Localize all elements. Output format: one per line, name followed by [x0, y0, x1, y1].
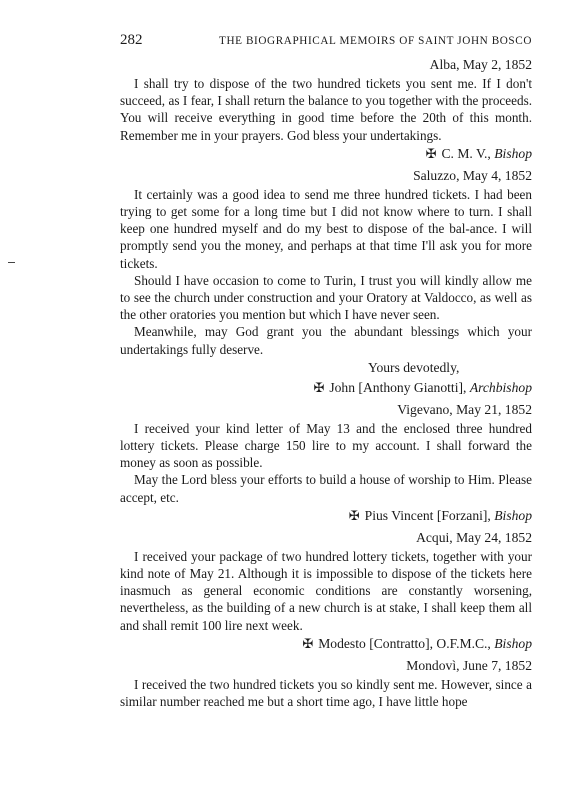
margin-mark [8, 262, 15, 263]
signature-name: Pius Vincent [Forzani], [364, 507, 495, 523]
letter-paragraph: I shall try to dispose of the two hundred tickets you sent me. If I don't succeed, as I fear, I shall return the balance to you together with the proceeds. You will receive everything in good time before the 20th of this month. Remember me in your prayers. God bless your undertakings. [120, 76, 532, 143]
letters [120, 55, 532, 710]
letter-date: Vigevano, May 21, 1852 [397, 401, 532, 417]
letter [120, 400, 532, 526]
signature-role: Bishop [494, 507, 532, 523]
letter [120, 656, 532, 710]
letter-date: Saluzzo, May 4, 1852 [413, 167, 532, 183]
letter-paragraph: I received your package of two hundred lottery tickets, together with your kind note of May 21. Although it is impossible to dispose of the tickets here inasmuch as general economic conditions are constantly worsening, nevertheless, as the building of a new church is at stake, I shall keep them all and shall remit 100 lire next week. [120, 548, 532, 633]
letter-signature [120, 378, 532, 398]
letter-paragraph: May the Lord bless your efforts to build a house of worship to Him. Please accept, etc. [120, 472, 532, 505]
signature-name: John [Anthony Gianotti], [329, 379, 470, 395]
running-head [120, 32, 532, 49]
signature-role: Bishop [494, 635, 532, 651]
letter [120, 166, 532, 398]
letter-paragraph: It certainly was a good idea to send me three hundred tickets. I had been trying to get some for a long time but I did not know where to turn. I shall keep one hundred myself and do my best to dispose of the bal-ance. I will promptly send you the money, and perhaps at that time I'll ask you for more tickets. [120, 186, 532, 271]
cross-icon: ✠ [348, 507, 360, 523]
running-title: THE BIOGRAPHICAL MEMOIRS OF SAINT JOHN BOSCO [219, 35, 532, 47]
letter-date: Acqui, May 24, 1852 [416, 529, 532, 545]
signature-name: C. M. V., [441, 145, 495, 161]
letter [120, 55, 532, 164]
letter-date: Alba, May 2, 1852 [429, 57, 532, 72]
cross-icon: ✠ [302, 635, 314, 651]
letter-paragraph: Meanwhile, may God grant you the abundant blessings which your undertakings fully deserve. [120, 324, 532, 357]
letter-paragraph: I received your kind letter of May 13 and the enclosed three hundred lottery tickets. Please charge 150 lire to my account. I shall forward the money as soon as possible. [120, 420, 532, 471]
letter-date: Mondovì, June 7, 1852 [406, 657, 532, 673]
letter [120, 528, 532, 654]
letter-paragraph: I received the two hundred tickets you so kindly sent me. However, since a similar number reached me but a short time ago, I have little hope [120, 676, 532, 710]
cross-icon: ✠ [313, 379, 325, 395]
signature-role: Archbishop [469, 379, 532, 395]
letter-paragraph: Should I have occasion to come to Turin, I trust you will kindly allow me to see the church under construction and your Oratory at Valdocco, as well as the other oratories you mention but which I have never seen. [120, 272, 532, 323]
page [120, 32, 532, 712]
signature-name: Modesto [Contratto], O.F.M.C., [318, 635, 495, 651]
signature-role: Bishop [494, 145, 532, 161]
letter-signature [120, 634, 532, 654]
letter-signature [120, 506, 532, 526]
letter-signature [120, 144, 532, 164]
letter-closing: Yours devotedly, [368, 359, 460, 375]
cross-icon: ✠ [425, 145, 437, 161]
page-number: 282 [120, 32, 143, 48]
